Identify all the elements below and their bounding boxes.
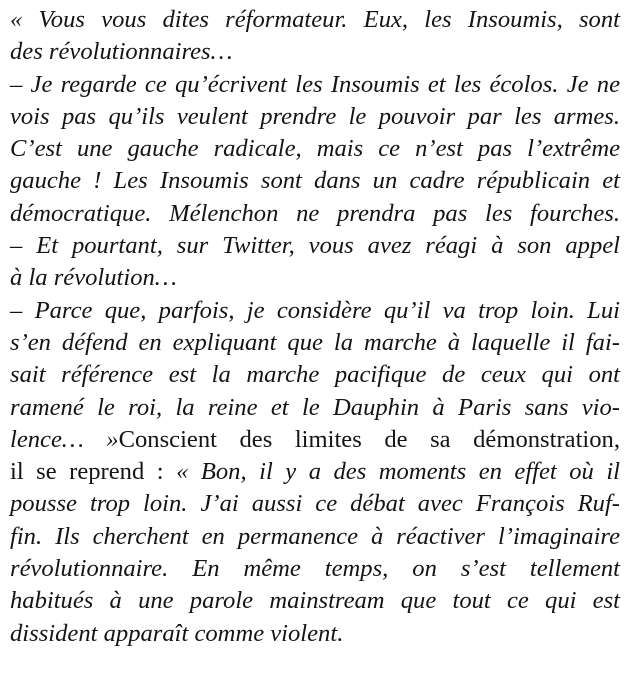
text-line <box>10 198 620 230</box>
text-line <box>10 359 620 391</box>
text-line <box>10 295 620 327</box>
text-line <box>10 585 620 617</box>
text-italic: révolutionnaire. En même temps, on s’est tellement <box>10 555 620 583</box>
article-text-column <box>10 4 620 650</box>
text-line <box>10 133 620 165</box>
text-italic: habitués à une parole mainstream que tout ce qui est <box>10 587 620 615</box>
text-line <box>10 553 620 585</box>
text-line <box>10 36 620 68</box>
text-italic: C’est une gauche radicale, mais ce n’est pas l’extrême <box>10 135 620 163</box>
text-italic: « Vous vous dites réformateur. Eux, les Insoumis, sont <box>10 6 620 33</box>
text-line <box>10 488 620 520</box>
text-italic: à la révolution… <box>10 264 177 292</box>
text-line <box>10 165 620 197</box>
text-italic: gauche ! Les Insoumis sont dans un cadre républicain et <box>10 167 620 195</box>
text-line <box>10 4 620 36</box>
text-italic: sait référence est la marche pacifique de ceux qui ont <box>10 361 620 389</box>
text-italic: démocratique. Mélenchon ne prendra pas les fourches. <box>10 199 620 227</box>
text-line <box>10 392 620 424</box>
text-italic: « Bon, il y a des moments en effet où il <box>163 458 620 486</box>
text-line-mixed <box>10 424 620 456</box>
text-line <box>10 101 620 133</box>
text-italic: fin. Ils cherchent en permanence à réactiver l’imaginaire <box>10 522 620 550</box>
text-italic: pousse trop loin. J’ai aussi ce débat avec François Ruf- <box>10 490 620 518</box>
text-italic: – Parce que, parfois, je considère qu’il va trop loin. Lui <box>10 296 620 324</box>
text-italic: – Et pourtant, sur Twitter, vous avez réagi à son appel <box>10 232 620 260</box>
text-line-mixed <box>10 456 620 488</box>
text-line <box>10 618 620 650</box>
text-line <box>10 262 620 294</box>
text-roman: il se reprend : <box>10 458 164 486</box>
text-italic: ramené le roi, la reine et le Dauphin à Paris sans vio- <box>10 393 620 421</box>
text-line <box>10 327 620 359</box>
text-italic: – Je regarde ce qu’écrivent les Insoumis et les écolos. Je ne <box>10 70 620 98</box>
text-italic: des révolutionnaires… <box>10 38 233 66</box>
text-italic: s’en défend en expliquant que la marche à laquelle il fai- <box>10 328 620 356</box>
text-line <box>10 521 620 553</box>
text-roman: Conscient des limites de sa démonstration, <box>118 425 620 453</box>
text-line <box>10 230 620 262</box>
text-italic: vois pas qu’ils veulent prendre le pouvoir par les armes. <box>10 102 620 130</box>
text-line <box>10 69 620 101</box>
text-italic: lence… » <box>10 425 119 453</box>
text-italic: dissident apparaît comme violent. <box>10 619 344 647</box>
